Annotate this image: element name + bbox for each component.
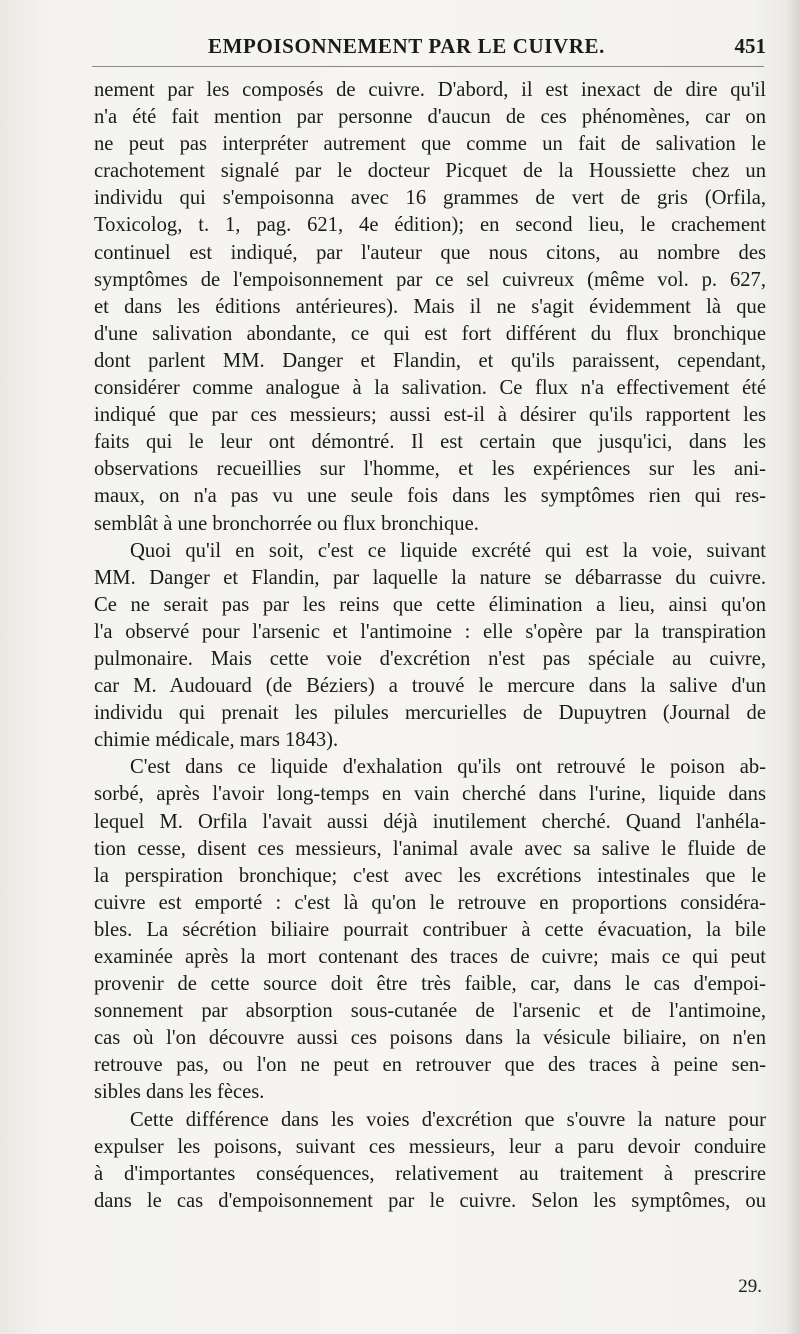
text-line: Quoi qu'il en soit, c'est ce liquide excrété qui est la voie, suivant (130, 539, 766, 562)
text-line: à d'importantes conséquences, relativement au traitement à prescrire (94, 1162, 766, 1185)
text-line: indiqué que par ces messieurs; aussi est-il à désirer qu'ils rapportent les (94, 404, 766, 427)
header-rule (92, 66, 764, 67)
page-header (90, 34, 770, 68)
text-line: considérer comme analogue à la salivation. Ce flux n'a effectivement été (94, 377, 766, 400)
text-line: symptômes de l'empoisonnement par ce sel cuivreux (même vol. p. 627, (94, 268, 766, 291)
text-line: continuel est indiqué, par l'auteur que nous citons, au nombre des (94, 241, 766, 264)
paragraph (94, 77, 766, 538)
text-line: crachotement signalé par le docteur Picquet de la Houssiette chez un (94, 160, 766, 183)
paragraph (94, 1107, 766, 1215)
text-line: dans le cas d'empoisonnement par le cuivre. Selon les symptômes, ou (94, 1189, 766, 1212)
text-line: chimie médicale, mars 1843). (94, 729, 339, 752)
text-line: individu qui s'empoisonna avec 16 grammes de vert de gris (Orfila, (94, 187, 766, 210)
text-line: nement par les composés de cuivre. D'abord, il est inexact de dire qu'il (94, 79, 766, 101)
text-line: sonnement par absorption sous-cutanée de l'arsenic et de l'antimoine, (94, 1000, 766, 1023)
running-title: EMPOISONNEMENT PAR LE CUIVRE. (208, 34, 605, 58)
text-line: bles. La sécrétion biliaire pourrait contribuer à cette évacuation, la bile (94, 918, 766, 941)
text-line: semblât à une bronchorrée ou flux bronchique. (94, 512, 479, 535)
text-line: ne peut pas interpréter autrement que comme un fait de salivation le (94, 133, 766, 156)
text-line: sibles dans les fèces. (94, 1081, 265, 1104)
page-number: 451 (734, 34, 766, 58)
text-line: MM. Danger et Flandin, par laquelle la nature se débarrasse du cuivre. (94, 566, 766, 589)
text-line: tion cesse, disent ces messieurs, l'animal avale avec sa salive le fluide de (94, 837, 766, 860)
text-line: sorbé, après l'avoir long-temps en vain cherché dans l'urine, liquide dans (94, 783, 766, 806)
text-line: dont parlent MM. Danger et Flandin, et qu'ils paraissent, cependant, (94, 349, 766, 372)
text-line: examinée après la mort contenant des traces de cuivre; mais ce qui peut (94, 946, 766, 968)
text-line: retrouve pas, ou l'on ne peut en retrouver que des traces à peine sen- (94, 1054, 766, 1077)
text-line: lequel M. Orfila l'avait aussi déjà inutilement cherché. Quand l'anhéla- (94, 810, 766, 833)
text-line: observations recueillies sur l'homme, et les expériences sur les ani- (94, 458, 766, 481)
text-line: et dans les éditions antérieures). Mais il ne s'agit évidemment là que (94, 295, 766, 318)
text-line: n'a été fait mention par personne d'aucun de ces phénomènes, car on (94, 106, 766, 129)
text-line: pulmonaire. Mais cette voie d'excrétion n'est pas spéciale au cuivre, (94, 647, 766, 670)
paragraph (94, 754, 766, 1106)
paragraph (94, 538, 766, 755)
signature-mark: 29. (738, 1276, 762, 1297)
text-line: Ce ne serait pas par les reins que cette élimination a lieu, ainsi qu'on (94, 593, 766, 616)
text-line: d'une salivation abondante, ce qui est fort différent du flux bronchique (94, 322, 766, 345)
text-line: maux, on n'a pas vu une seule fois dans les symptômes rien qui res- (94, 485, 766, 508)
text-line: individu qui prenait les pilules mercurielles de Dupuytren (Journal de (94, 702, 766, 725)
text-line: l'a observé pour l'arsenic et l'antimoine : elle s'opère par la transpiration (94, 620, 766, 643)
text-line: Cette différence dans les voies d'excrétion que s'ouvre la nature pour (130, 1108, 766, 1131)
text-line: C'est dans ce liquide d'exhalation qu'ils ont retrouvé le poison ab- (130, 756, 766, 779)
text-line: Toxicolog, t. 1, pag. 621, 4e édition); en second lieu, le crachement (94, 214, 766, 237)
text-line: car M. Audouard (de Béziers) a trouvé le mercure dans la salive d'un (94, 675, 766, 698)
text-line: cuivre est emporté : c'est là qu'on le retrouve en proportions considéra- (94, 891, 766, 914)
text-line: provenir de cette source doit être très faible, car, dans le cas d'empoi- (94, 973, 766, 996)
text-line: la perspiration bronchique; c'est avec les excrétions intestinales que le (94, 864, 766, 887)
text-line: cas où l'on découvre aussi ces poisons dans la vésicule biliaire, on n'en (94, 1027, 766, 1050)
text-line: expulser les poisons, suivant ces messieurs, leur a paru devoir conduire (94, 1135, 766, 1158)
page-edge-shadow (786, 0, 800, 1334)
body-text (94, 77, 766, 1215)
text-line: faits qui le leur ont démontré. Il est certain que jusqu'ici, dans les (94, 431, 766, 454)
